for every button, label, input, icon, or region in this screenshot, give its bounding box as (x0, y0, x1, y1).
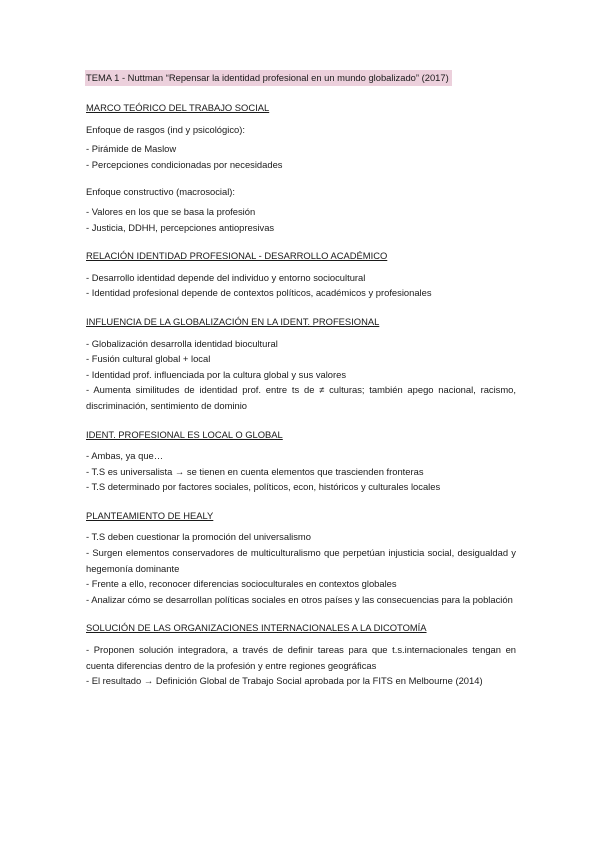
document-title: TEMA 1 - Nuttman “Repensar la identidad profesional en un mundo globalizado” (2017) (85, 70, 452, 86)
section-healy (86, 508, 516, 608)
list-item: - Analizar cómo se desarrollan políticas sociales en otros países y las consecuencias para la población (86, 593, 513, 605)
list-item: - Identidad profesional depende de contextos políticos, académicos y profesionales (86, 287, 432, 299)
list-item: - T.S deben cuestionar la promoción del universalismo (86, 531, 311, 543)
list-item: - Globalización desarrolla identidad biocultural (86, 337, 278, 349)
list-item: - Aumenta similitudes de identidad prof. entre ts de ≠ culturas; también apego nacional, racismo, discriminación, sentimiento de dominio (86, 384, 516, 411)
list-item: - Justicia, DDHH, percepciones antiopresivas (86, 221, 275, 233)
list-item: - Valores en los que se basa la profesión (86, 205, 256, 217)
section-heading: PLANTEAMIENTO DE HEALY (86, 509, 214, 521)
section-heading: SOLUCIÓN DE LAS ORGANIZACIONES INTERNACIONALES A LA DICOTOMÍA (86, 622, 427, 634)
section-heading: RELACIÓN IDENTIDAD PROFESIONAL - DESARROLLO ACADÉMICO (86, 250, 388, 262)
list-item: - Proponen solución integradora, a través de definir tareas para que t.s.internacionales tengan en cuenta diferencias dentro de la profesión y entre regiones geográficas (86, 644, 516, 671)
list-item: - El resultado → Definición Global de Trabajo Social aprobada por la FITS en Melbourne (2014) (86, 675, 483, 687)
section-solucion-organizaciones (86, 620, 516, 688)
subheading-enfoque-rasgos: Enfoque de rasgos (ind y psicológico): (86, 123, 245, 135)
list-item: - Frente a ello, reconocer diferencias socioculturales en contextos globales (86, 578, 397, 590)
section-heading: MARCO TEÓRICO DEL TRABAJO SOCIAL (86, 102, 270, 113)
section-marco-teorico (86, 100, 516, 235)
section-relacion-identidad (86, 248, 516, 301)
list-item: - Identidad prof. influenciada por la cultura global y sus valores (86, 368, 347, 380)
section-heading: INFLUENCIA DE LA GLOBALIZACIÓN EN LA IDENT. PROFESIONAL (86, 315, 380, 327)
list-item: - Fusión cultural global + local (86, 353, 211, 365)
list-item: - T.S determinado por factores sociales, políticos, econ, históricos y culturales locales (86, 481, 441, 493)
list-item: - Pirámide de Maslow (86, 143, 177, 155)
list-item: - T.S es universalista → se tienen en cuenta elementos que trascienden fronteras (86, 465, 424, 477)
list-item: - Desarrollo identidad depende del individuo y entorno sociocultural (86, 271, 366, 283)
list-item: - Ambas, ya que… (86, 450, 164, 462)
section-influencia-globalizacion (86, 314, 516, 414)
subheading-enfoque-constructivo: Enfoque constructivo (macrosocial): (86, 186, 236, 198)
section-local-global (86, 427, 516, 495)
list-item: - Percepciones condicionadas por necesidades (86, 158, 283, 170)
list-item: - Surgen elementos conservadores de multiculturalismo que perpetúan injusticia social, desigualdad y hegemonía dominante (86, 547, 516, 574)
section-heading: IDENT. PROFESIONAL ES LOCAL O GLOBAL (86, 428, 283, 440)
